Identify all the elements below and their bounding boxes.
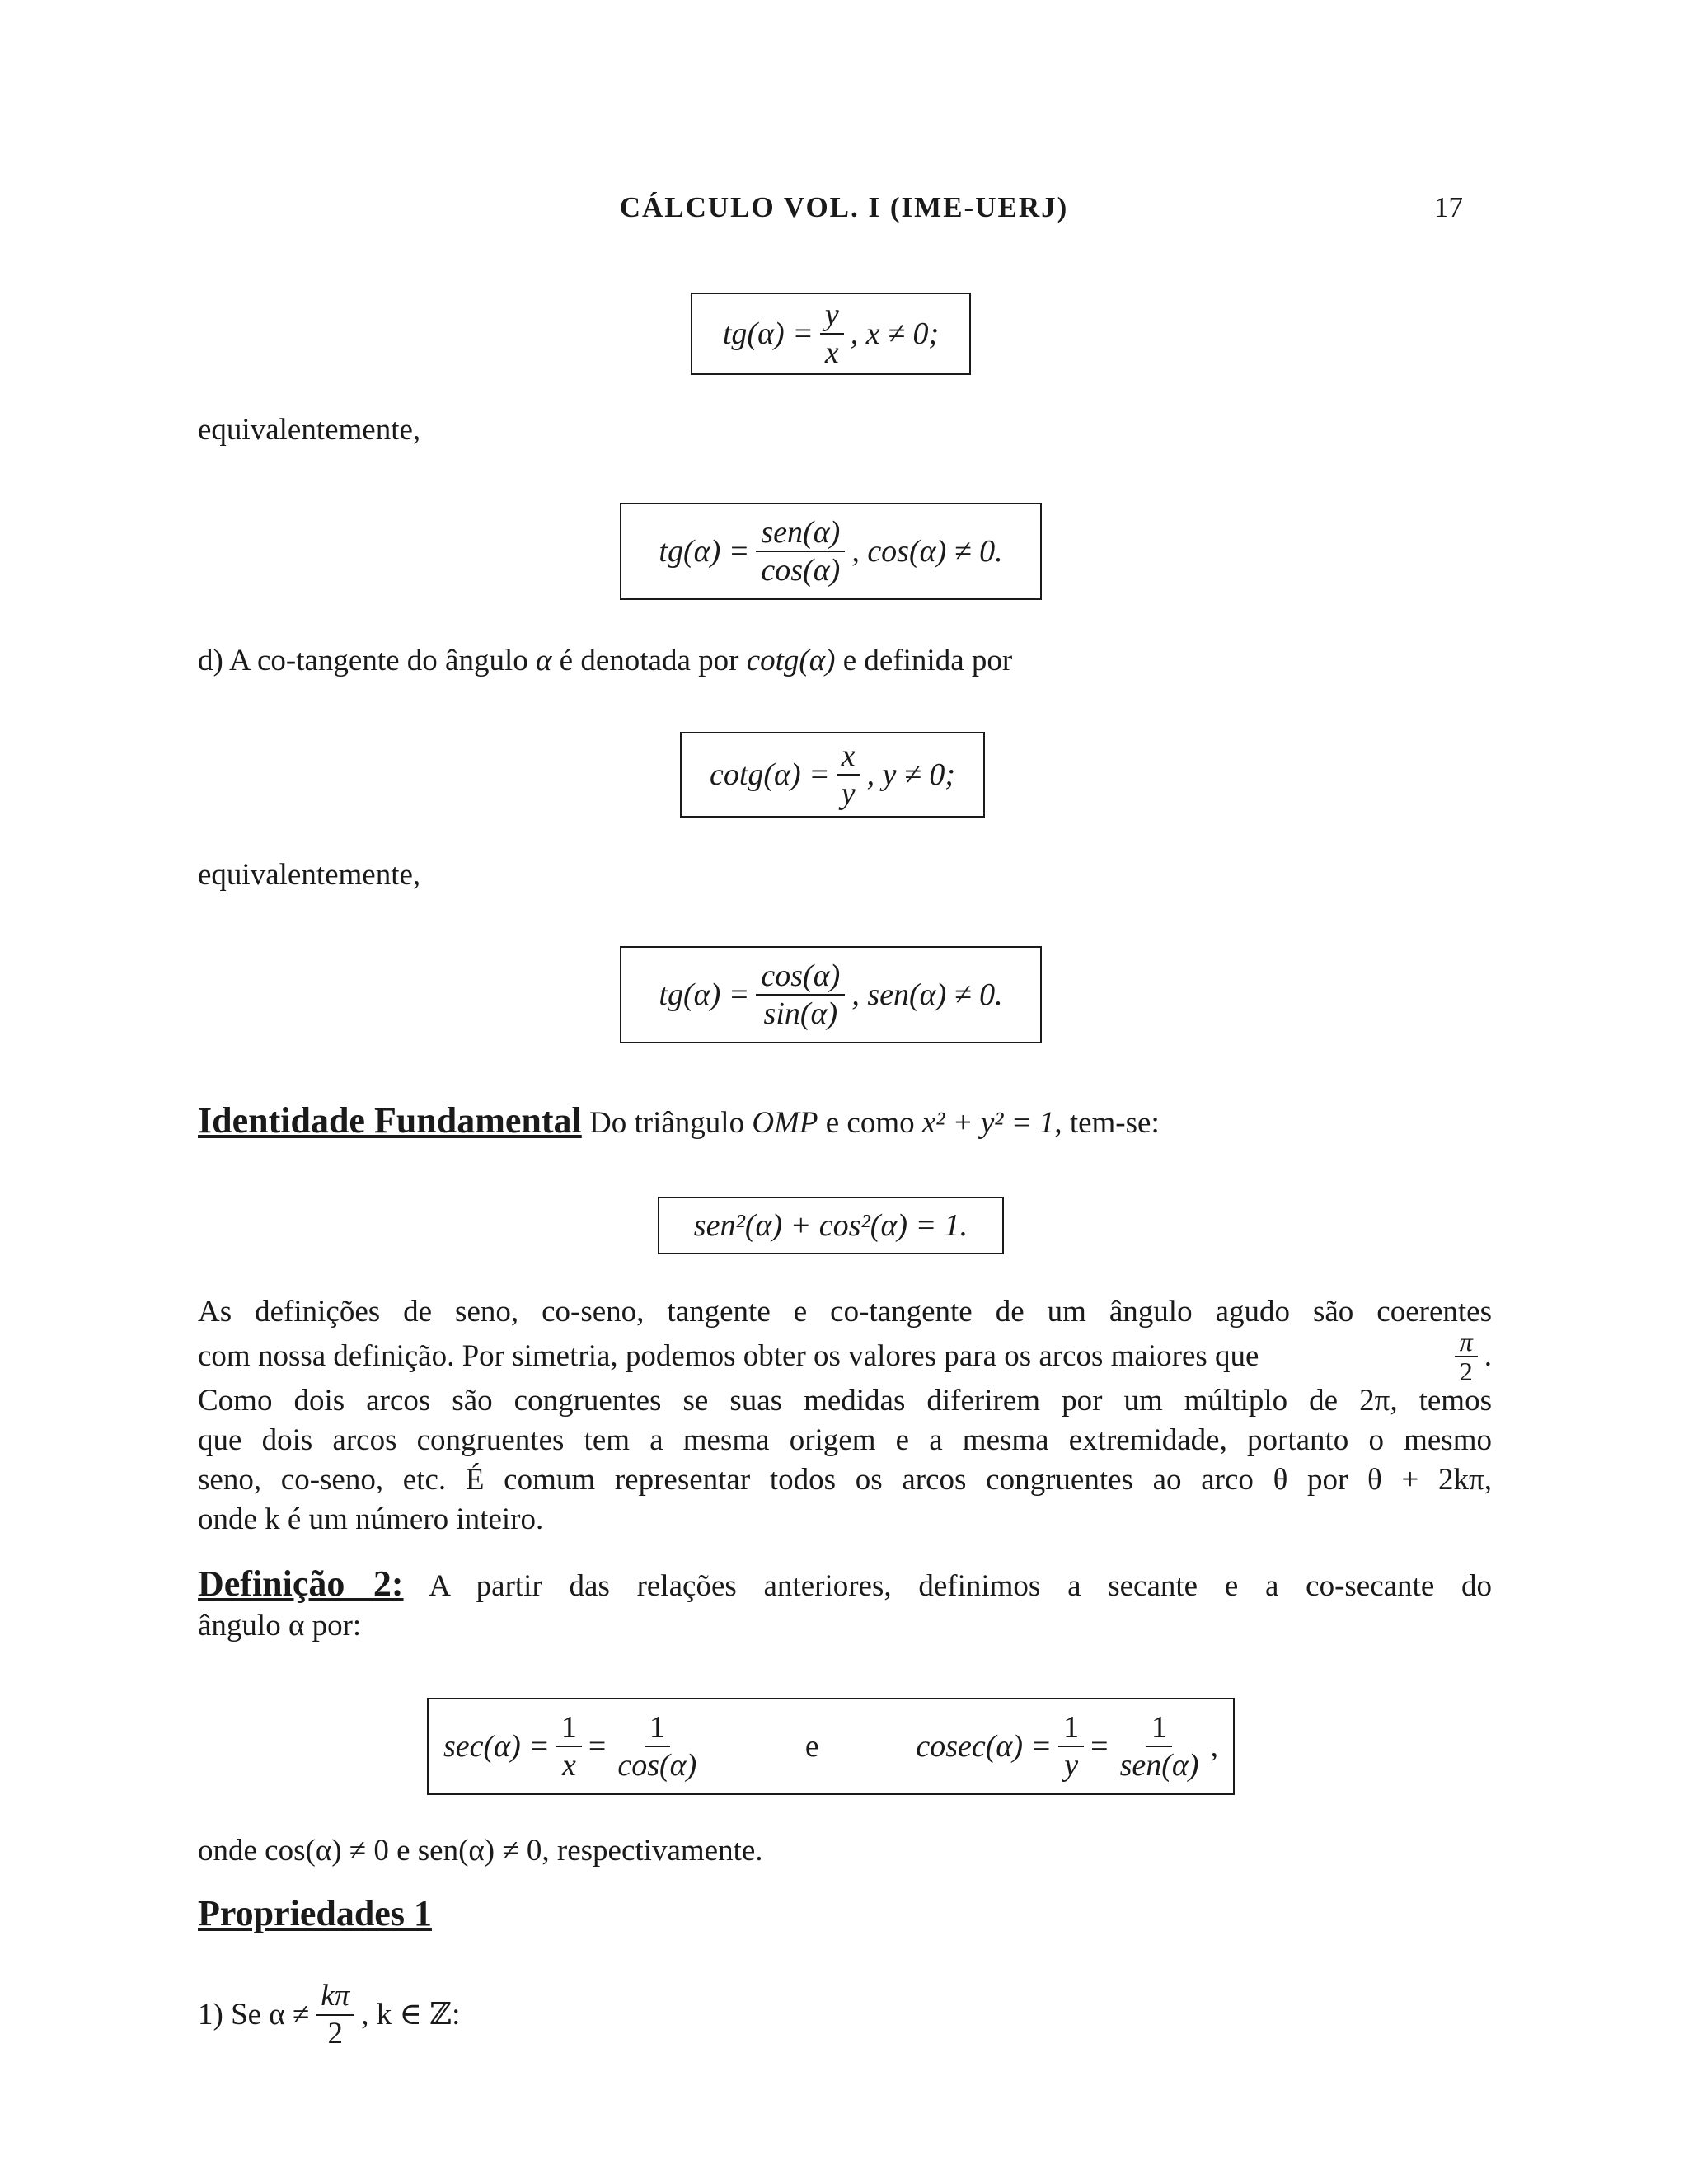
fraction xyxy=(1058,1709,1084,1783)
numerator: 1 xyxy=(645,1709,670,1747)
denominator: y xyxy=(841,776,856,811)
fraction-pi-over-2 xyxy=(1455,1328,1478,1385)
numerator: 1 xyxy=(556,1709,582,1747)
denominator: y xyxy=(1064,1748,1079,1783)
text-equivalently-2: equivalentemente, xyxy=(198,858,421,892)
numerator: cos(α) xyxy=(756,958,845,996)
denominator: 2 xyxy=(327,2017,343,2050)
formula-lhs: tg(α) = xyxy=(659,534,750,569)
text: é denotada por xyxy=(551,644,747,677)
math-cotg: cotg(α) xyxy=(746,644,836,677)
formula-lhs: tg(α) = xyxy=(659,977,750,1012)
formula-box-cotangent xyxy=(680,732,985,818)
property-item-1 xyxy=(198,1978,1492,2052)
text: com nossa definição. Por simetria, podemos obter os valores para os arcos maiores que xyxy=(198,1339,1259,1373)
denominator: cos(α) xyxy=(761,553,841,588)
numerator: x xyxy=(837,738,860,776)
cosecant-formula xyxy=(916,1709,1218,1783)
paragraph-cotangent xyxy=(198,641,1492,681)
text-line: Como dois arcos são congruentes se suas medidas diferirem por um múltiplo de 2π, temos xyxy=(198,1384,1492,1418)
numerator: π xyxy=(1455,1328,1478,1357)
fraction xyxy=(756,958,845,1032)
identity-paragraph xyxy=(198,1101,1492,1143)
denominator: cos(α) xyxy=(617,1748,697,1783)
secant-formula xyxy=(443,1709,708,1783)
text: Do triângulo xyxy=(581,1106,753,1140)
section-heading-definition: Definição 2: xyxy=(198,1563,404,1604)
denominator: sen(α) xyxy=(1119,1748,1199,1783)
text: A partir das relações anteriores, definimos a secante e a co-secante do xyxy=(403,1569,1492,1603)
text-line xyxy=(198,1327,1492,1386)
numerator: sen(α) xyxy=(756,514,845,552)
running-header: CÁLCULO VOL. I (IME-UERJ) xyxy=(619,191,1069,223)
paragraph-definitions xyxy=(198,1292,1492,1540)
formula-condition: , y ≠ 0; xyxy=(866,757,956,792)
page-number: 17 xyxy=(1434,191,1463,223)
section-heading-properties xyxy=(198,1894,1492,1936)
text-line: onde k é um número inteiro. xyxy=(198,1502,544,1536)
text: e definida por xyxy=(835,644,1013,677)
definition-paragraph xyxy=(198,1564,1492,1646)
section-heading-identity: Identidade Fundamental xyxy=(198,1100,582,1141)
formula-identity: sen²(α) + cos²(α) = 1. xyxy=(693,1208,968,1243)
numerator: kπ xyxy=(316,1978,354,2016)
text: 1) Se α ≠ xyxy=(198,1998,310,2032)
formula-lhs: cosec(α) = xyxy=(916,1729,1053,1764)
math-circle-equation: x² + y² = 1 xyxy=(921,1106,1055,1140)
numerator: y xyxy=(820,297,844,335)
formula-lhs: sec(α) = xyxy=(443,1729,550,1764)
fraction xyxy=(556,1709,582,1783)
denominator: x xyxy=(561,1748,576,1783)
math-alpha: α xyxy=(535,644,552,677)
text: , k ∈ ℤ: xyxy=(361,1998,461,2032)
text: , tem-se: xyxy=(1054,1106,1160,1140)
text-line: ângulo α por: xyxy=(198,1609,362,1643)
heading-text: Propriedades 1 xyxy=(198,1893,432,1933)
fraction xyxy=(756,514,845,588)
formula-box-tangent xyxy=(691,293,971,375)
formula-box-identity xyxy=(658,1197,1004,1254)
formula-condition: , cos(α) ≠ 0. xyxy=(851,534,1003,569)
math-omp: OMP xyxy=(752,1106,818,1140)
formula-box-cotangent-cos-sin xyxy=(620,946,1042,1043)
fraction xyxy=(837,738,860,812)
formula-box-tangent-sen-cos xyxy=(620,503,1042,600)
text-onde: onde cos(α) ≠ 0 e sen(α) ≠ 0, respectivamente. xyxy=(198,1834,763,1868)
comma: , xyxy=(1210,1729,1218,1764)
numerator: 1 xyxy=(1058,1709,1084,1747)
formula-box-secant-cosecant xyxy=(427,1698,1235,1795)
text: . xyxy=(1484,1339,1492,1373)
numerator: 1 xyxy=(1146,1709,1172,1747)
text-line: que dois arcos congruentes tem a mesma origem e a mesma extremidade, portanto o mesmo xyxy=(198,1423,1492,1457)
conjunction: e xyxy=(804,1729,819,1764)
fraction xyxy=(612,1709,701,1783)
denominator: x xyxy=(824,335,839,370)
formula-condition: , x ≠ 0; xyxy=(850,316,940,351)
denominator: sin(α) xyxy=(763,996,838,1031)
text-line xyxy=(198,1564,1492,1606)
equals: = xyxy=(588,1729,607,1764)
text: e como xyxy=(818,1106,922,1140)
equals: = xyxy=(1090,1729,1109,1764)
fraction xyxy=(1115,1709,1204,1783)
formula-lhs: cotg(α) = xyxy=(709,757,830,792)
formula-condition: , sen(α) ≠ 0. xyxy=(851,977,1003,1012)
text-equivalently-1: equivalentemente, xyxy=(198,413,421,447)
text: d) A co-tangente do ângulo xyxy=(198,644,536,677)
formula-lhs: tg(α) = xyxy=(722,316,814,351)
text-line: As definições de seno, co-seno, tangente e co-tangente de um ângulo agudo são coerentes xyxy=(198,1295,1492,1329)
denominator: 2 xyxy=(1459,1357,1473,1386)
fraction xyxy=(820,297,844,371)
fraction-k-pi-over-2 xyxy=(316,1978,354,2052)
text-line: seno, co-seno, etc. É comum representar todos os arcos congruentes ao arco θ por θ + 2kπ, xyxy=(198,1463,1492,1497)
